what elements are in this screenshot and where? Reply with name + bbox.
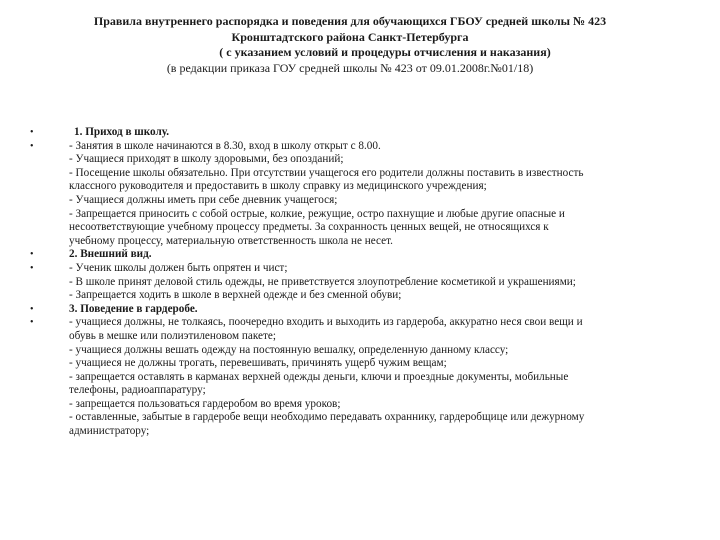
list-item (30, 303, 690, 317)
bullet-icon: • (30, 140, 34, 152)
text-line: - В школе принят деловой стиль одежды, не приветствуется злоупотребление косметикой и украшениями; (69, 275, 576, 288)
document-header (60, 14, 640, 76)
list-item (30, 262, 690, 303)
list-item (30, 316, 690, 438)
text-line: - Занятия в школе начинаются в 8.30, вход в школу открыт с 8.00. (69, 139, 381, 152)
header-district: Кронштадтского района Санкт-Петербурга (231, 29, 469, 44)
list-item (30, 126, 690, 140)
text-line: администратору; (69, 425, 150, 438)
text-line: - Посещение школы обязательно. При отсутствии учащегося его родители должны поставить в известность (69, 166, 584, 179)
text-line: - учащиеся не должны трогать, перевешивать, причинять ущерб чужим вещам; (69, 357, 447, 370)
bullet-icon: • (30, 303, 34, 315)
bullet-icon: • (30, 249, 34, 261)
text-line: - Ученик школы должен быть опрятен и чист; (69, 261, 288, 274)
bullet-icon: • (30, 317, 34, 329)
text-line: - Запрещается приносить с собой острые, колкие, режущие, остро пахнущие и любые другие опасные и (69, 207, 565, 220)
text-line: - запрещается оставлять в карманах верхней одежды деньги, ключи и проездные документы, мобильные (69, 370, 569, 383)
section-text-appearance (69, 262, 690, 303)
header-title: Правила внутреннего распорядка и поведения для обучающихся ГБОУ средней школы № 423 (93, 14, 607, 28)
header-subtitle: ( с указанием условий и процедуры отчисления и наказания) (219, 45, 551, 60)
text-line: - учащиеся должны вешать одежду на постоянную вешалку, определенную данному классу; (69, 343, 509, 356)
bullet-icon: • (30, 262, 34, 274)
section-text-arrival (69, 140, 690, 249)
text-line: - запрещается пользоваться гардеробом во время уроков; (69, 397, 341, 410)
text-line: телефоны, радиоаппаратуру; (69, 384, 206, 397)
text-line: - оставленные, забытые в гардеробе вещи необходимо передавать охраннику, гардеробщице или дежурному (69, 411, 585, 424)
header-edition-note: (в редакции приказа ГОУ средней школы № 423 от 09.01.2008г.№01/18) (166, 60, 534, 75)
text-line: - Запрещается ходить в школе в верхней одежде и без сменной обуви; (69, 289, 402, 302)
text-line: классного руководителя и предоставить в школу справку из медицинского учреждения; (69, 180, 487, 193)
text-line: обувь в мешке или полиэтиленовом пакете; (69, 329, 276, 342)
text-line: - учащиеся должны, не толкаясь, поочередно входить и выходить из гардероба, аккуратно неся свои вещи и (69, 316, 583, 329)
text-line: учебному процессу, материальную ответственность школа не несет. (69, 234, 393, 247)
section-heading-appearance: 2. Внешний вид. (69, 248, 152, 261)
text-line: несоответствующие учебному процессу предметы. За сохранность ценных вещей, не относящихся к (69, 221, 549, 234)
text-line: - Учащиеся должны иметь при себе дневник учащегося; (69, 193, 338, 206)
section-heading-cloakroom: 3. Поведение в гардеробе. (69, 302, 198, 315)
list-item (30, 140, 690, 249)
section-text-cloakroom (69, 316, 690, 438)
section-heading-arrival: 1. Приход в школу. (74, 126, 170, 138)
bullet-icon: • (30, 127, 34, 138)
list-item (30, 248, 690, 262)
document-body (30, 126, 690, 439)
text-line: - Учащиеся приходят в школу здоровыми, без опозданий; (69, 153, 344, 166)
